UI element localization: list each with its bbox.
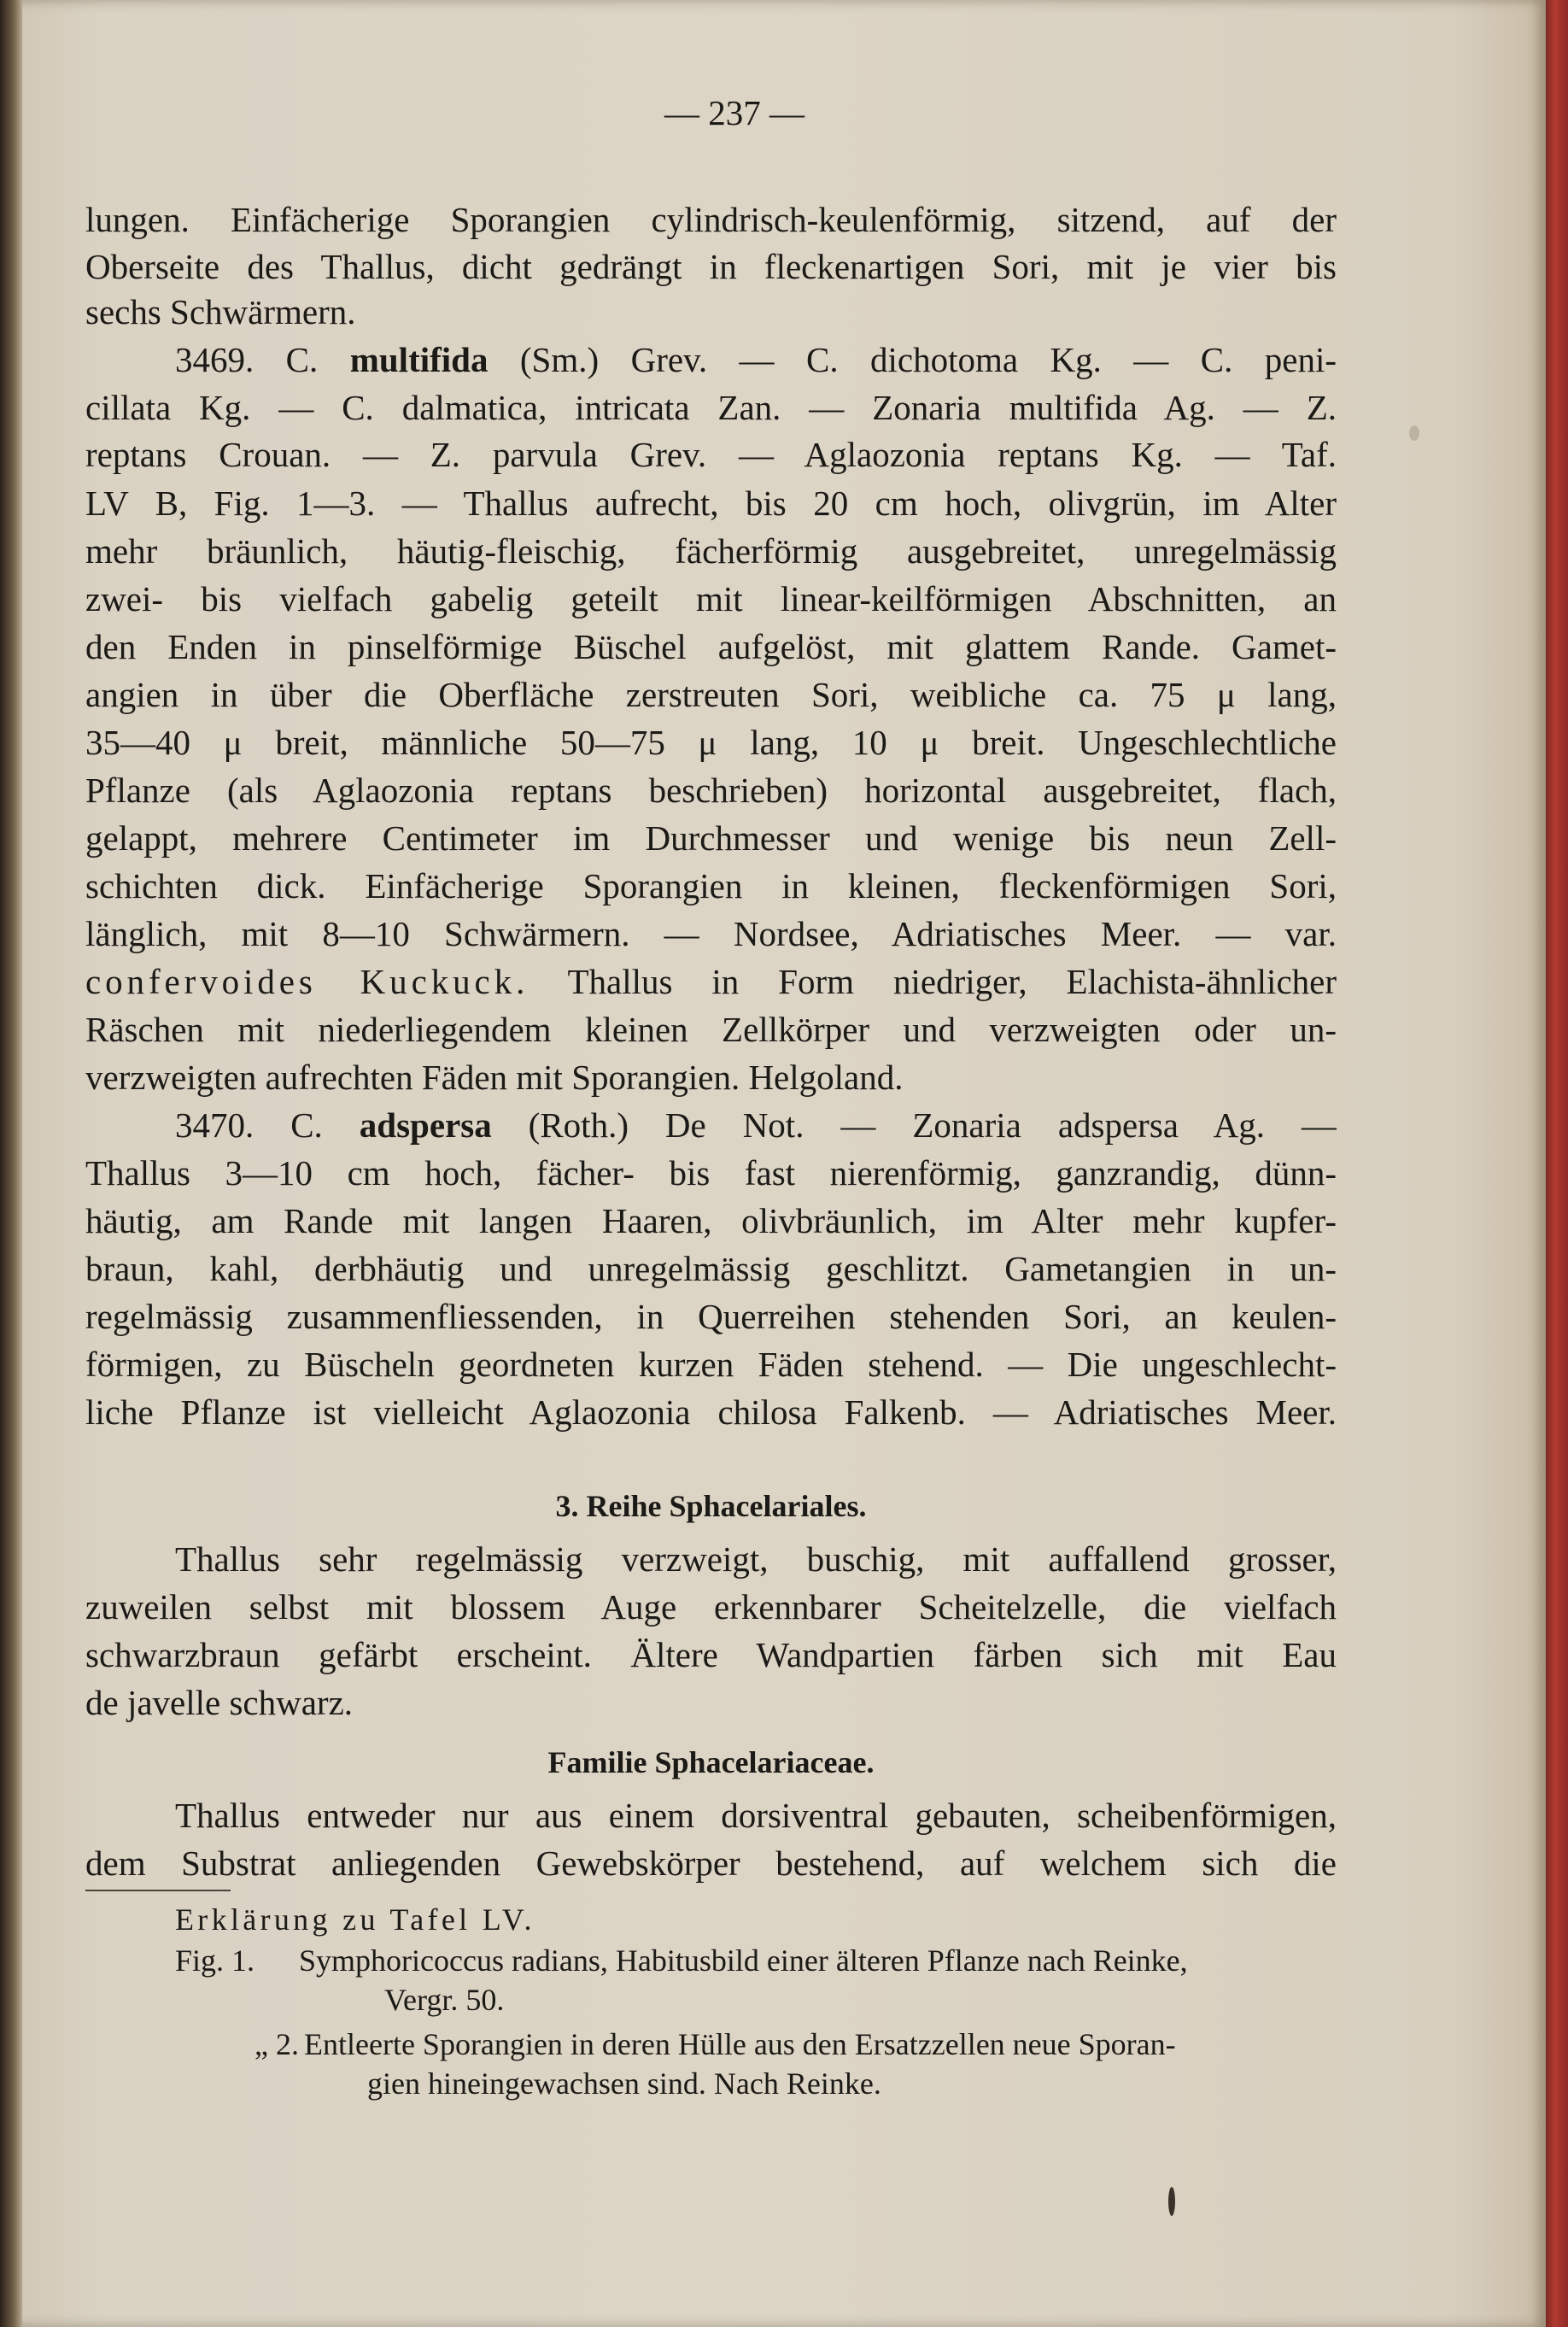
text-line: mehr bräunlich, häutig-fleischig, fächerförmig ausgebreitet, unregelmässig (85, 531, 1337, 571)
text-line: LV B, Fig. 1—3. — Thallus aufrecht, bis 20 cm hoch, olivgrün, im Alter (85, 484, 1337, 523)
text-line: den Enden in pinselförmige Büschel aufgelöst, mit glattem Rande. Gamet- (85, 627, 1337, 666)
text-line: de javelle schwarz. (85, 1683, 354, 1722)
paper-blemish (1168, 2187, 1175, 2216)
section-heading: 3. Reihe Sphacelariales. (555, 1489, 867, 1523)
text-line: Oberseite des Thallus, dicht gedrängt in fleckenartigen Sori, mit je vier bis (85, 247, 1337, 286)
text-line: gelappt, mehrere Centimeter im Durchmesser und wenige bis neun Zell- (85, 818, 1337, 858)
species-synonyms: (Sm.) Grev. — C. dichotoma Kg. — C. peni- (519, 340, 1337, 379)
variety-description: Thallus in Form niedriger, Elachista-ähnlicher (567, 962, 1337, 1001)
footnote-fig-text: Entleerte Sporangien in deren Hülle aus den Ersatzzellen neue Sporan- (304, 2027, 1176, 2061)
text-line: lungen. Einfächerige Sporangien cylindrisch-keulenförmig, sitzend, auf der (85, 200, 1337, 239)
text-line: förmigen, zu Büscheln geordneten kurzen Fäden stehend. — Die ungeschlecht- (85, 1345, 1337, 1384)
footnote-fig-label: Fig. 1. (175, 1943, 255, 1978)
footnote-fig-text: Symphoricoccus radians, Habitusbild einer älteren Pflanze nach Reinke, (299, 1943, 1188, 1978)
species-name: adspersa (359, 1105, 492, 1145)
text-line: cillata Kg. — C. dalmatica, intricata Zan. — Zonaria multifida Ag. — Z. (85, 388, 1337, 427)
text-line: häutig, am Rande mit langen Haaren, olivbräunlich, im Alter mehr kupfer- (85, 1201, 1337, 1240)
species-synonyms: (Roth.) De Not. — Zonaria adspersa Ag. — (528, 1105, 1337, 1145)
page-number: — 237 — (664, 93, 804, 132)
species-number: 3470. C. (175, 1105, 323, 1145)
text-line: Thallus sehr regelmässig verzweigt, buschig, mit auffallend grosser, (175, 1539, 1337, 1579)
text-line: schwarzbraun gefärbt erscheint. Ältere Wandpartien färben sich mit Eau (85, 1635, 1337, 1674)
text-line: Pflanze (als Aglaozonia reptans beschrieben) horizontal ausgebreitet, flach, (85, 771, 1337, 810)
red-page-edge (1546, 0, 1568, 2327)
text-line: zwei- bis vielfach gabelig geteilt mit linear-keilförmigen Abschnitten, an (85, 579, 1337, 618)
footnote-fig-label: „ 2. (255, 2027, 299, 2061)
text-line: Thallus 3—10 cm hoch, fächer- bis fast nierenförmig, ganzrandig, dünn- (85, 1153, 1337, 1193)
text-line: liche Pflanze ist vielleicht Aglaozonia chilosa Falkenb. — Adriatisches Meer. (85, 1392, 1337, 1432)
text-line: Räschen mit niederliegendem kleinen Zellkörper und verzweigten oder un- (85, 1010, 1337, 1049)
text-line-variety (85, 960, 1337, 1003)
text-line: braun, kahl, derbhäutig und unregelmässig geschlitzt. Gametangien in un- (85, 1249, 1337, 1288)
species-name: multifida (349, 340, 489, 379)
footnote-rule (85, 1890, 231, 1891)
text-line: regelmässig zusammenfliessenden, in Querreihen stehenden Sori, an keulen- (85, 1297, 1337, 1336)
text-line: 35—40 μ breit, männliche 50—75 μ lang, 10 μ breit. Ungeschlechtliche (85, 723, 1337, 762)
footnote-fig1-cont: Vergr. 50. (384, 1983, 505, 2017)
footnote-fig2-cont: gien hineingewachsen sind. Nach Reinke. (367, 2066, 881, 2101)
text-line: zuweilen selbst mit blossem Auge erkennbarer Scheitelzelle, die vielfach (85, 1587, 1337, 1627)
text-line: länglich, mit 8—10 Schwärmern. — Nordsee, Adriatisches Meer. — var. (85, 914, 1337, 953)
footnote-fig2 (175, 2025, 1337, 2064)
species-entry-3469 (175, 338, 1337, 381)
text-line: Thallus entweder nur aus einem dorsiventral gebauten, scheibenförmigen, (175, 1796, 1337, 1835)
footnote-fig1 (175, 1941, 1337, 1980)
book-binding-edge (0, 0, 22, 2327)
text-line: angien in über die Oberfläche zerstreuten Sori, weibliche ca. 75 μ lang, (85, 675, 1337, 714)
species-entry-3470 (175, 1104, 1337, 1146)
species-number: 3469. C. (175, 340, 319, 379)
text-line: sechs Schwärmern. (85, 292, 356, 331)
text-line: reptans Crouan. — Z. parvula Grev. — Aglaozonia reptans Kg. — Taf. (85, 435, 1337, 474)
text-line: schichten dick. Einfächerige Sporangien in kleinen, fleckenförmigen Sori, (85, 866, 1337, 906)
text-line: dem Substrat anliegenden Gewebskörper bestehend, auf welchem sich die (85, 1843, 1337, 1883)
variety-name: confervoides Kuckuck. (85, 962, 529, 1001)
footnote-title: Erklärung zu Tafel LV. (175, 1902, 535, 1937)
paper-blemish (1409, 425, 1419, 441)
text-line: verzweigten aufrechten Fäden mit Sporangien. Helgoland. (85, 1058, 904, 1097)
family-heading: Familie Sphacelariaceae. (547, 1745, 875, 1779)
